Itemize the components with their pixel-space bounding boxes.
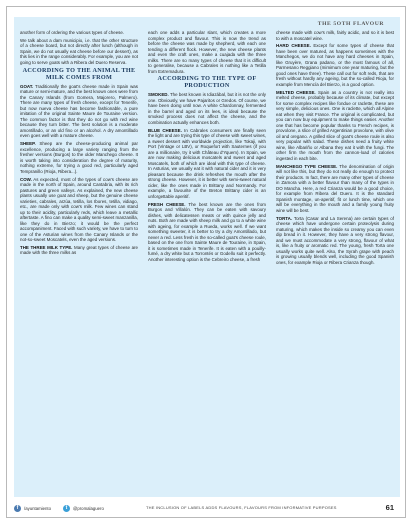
paragraph-hard xyxy=(276,43,394,87)
magazine-page xyxy=(6,6,406,518)
text-fresh: The best known are the ones from Burgos and Villalón. They can be eaten with savoury dishes, with delicatessen meats or with quince jelly and nuts. Both are made with sheep milk and go to a white wine with ageing, for example a Rueda, works well. If we want something sweeter, it is better to try a dry Amontillado, but never a red. Less fresh is the so-called goat's cheese roule, based on the one from Sainte Maure de Touraine, in Spain, it is sometimes made in Tenerife. It is eaten with a pouilly-fumé, a dry white but a Torrontés or Godello suit it perfectly. Another interesting option is the Cebreiro cheese, a fresh xyxy=(148,201,266,262)
section-heading-production: ACCORDING TO THE TYPE OF PRODUCTION xyxy=(157,75,257,90)
running-header: THE 5OTH FLAVOUR xyxy=(317,21,384,27)
paragraph: cheese made with cow's milk, fairly acidic, and so it is best to with a moscatel wine. xyxy=(276,30,394,41)
text-goat: Traditionally the goat's cheese made in Spain was mature or semi-mature, and the best known ones were from the Canary Islands (from Gomera, Majorero, Palmero). There are many types of fresh cheese, except for Tenerife, but now nueva cheese has become fashionable, a pure imitation of the original Sainte Maure de Touraine version. The common factor is that they do not go with red wine because they turn bitter. The best solution is a moderate amontillado, or an old fino or an alcohol. A dry amontillado even goes well with a mature cheese. xyxy=(20,83,138,139)
term-fresh: FRESH CHEESE. xyxy=(148,201,186,207)
term-smoked: SMOKED. xyxy=(148,92,169,98)
text-hard: Except for some types of cheese that have been over matured, as happens sometimes with the Manchegos, we do not have any hard cheeses in Spain, like Gruyère, Grana padano, or the most famous of all, Parmesano Reggiano (mimimum one year maturing, but the good ones have three). These call out for soft reds, that are fresh without hardly any ageing, but the so-called Rioja, for example from Mencía del Bierzo, is a good option. xyxy=(276,43,394,87)
paragraph-three-milk xyxy=(20,245,138,256)
page-number: 61 xyxy=(385,503,394,512)
paragraph: each one adds a particular slant, which creates a more complex product and flavour. This is now the trend as before the cheese was made by shepherd, with each one tending a different flock. However, the new cheese plants and even the craft ones, make a cuajada with the three milks. There are so many types of cheese that it is difficult to generalise, because a Cabrales is nothing like a Tetilla from Extremadura. xyxy=(148,30,266,74)
twitter-icon: t xyxy=(63,505,70,512)
text-cow: As expected, most of the types of cow's cheese are made in the north of Spain, around Cantabria, with its rich pastures and green valleys. As explained, the new cheese plants usually use goat and sheep, but the genuine cheese varieties, cabrales, arzúa, tetilla, los Ibores, tetilla, vidiago, etc., are made only with cow's milk. Few wines can stand up to their acidity, particularly reds, which leave a metallic aftertaste. A fino can make a quality semi-sweet manzanilla, like they do in Bierzo; it would be the perfect accompaniment. Faced with such variety, we have to turn to one of the Asturian wines from the Canary Islands or the not-so-sweet Moscatels, even the aged versions. xyxy=(20,176,138,243)
text-torta: Torta (Casar and La Serena) are certain types of cheese which have undergone certain proteolysis during maturing, which makes the inside so creamy you can even dip bread in it. However, they have a very strong flavour, and we must accommodate a very strong, flavour of what is, like a fruity or aromatic red. The young, fresh Torta one usually works quite well. Also, the Syrah grape with peach is growing usually blends well, including the good Spanish ones, for example Rioja or Ribera Crianza though. xyxy=(276,215,394,265)
paragraph-torta xyxy=(276,216,394,266)
text-three-milk: Many great types of cheese are made with the three milks as xyxy=(20,244,138,256)
section-heading-animal: ACCORDING TO THE ANIMAL THE MILK COMES FROM xyxy=(22,66,136,81)
paragraph: We talk about a dam municipio, i.e. that the other structure of a cheese board, but not directly after lunch (although in Spain, we do not usually eat cheese before our dessert), as this lies in the range considerably. For example, you are not going to serve goats with a Ribera del Duero Reserva. xyxy=(20,37,138,65)
term-goat: GOAT. xyxy=(20,83,34,89)
paragraph-goat xyxy=(20,84,138,139)
column-1 xyxy=(20,30,138,258)
column-3 xyxy=(276,30,394,267)
paragraph-cow xyxy=(20,177,138,243)
facebook-icon: f xyxy=(14,505,21,512)
term-hard: HARD CHEESE. xyxy=(276,43,311,49)
paragraph-manchego xyxy=(276,164,394,214)
social-facebook[interactable] xyxy=(14,505,51,512)
social-twitter[interactable] xyxy=(63,505,104,512)
term-torta: TORTA. xyxy=(276,215,293,221)
footer-note: THE INCLUSION OF LABELS ADDS FLAVOURS, FLAVOURS FROM INFORMATIVE PURPOSES xyxy=(146,505,337,510)
paragraph-blue xyxy=(148,128,266,200)
paragraph-melted xyxy=(276,90,394,162)
term-blue: BLUE CHEESE. xyxy=(148,127,182,133)
term-cow: COW. xyxy=(20,176,32,182)
term-sheep: SHEEP. xyxy=(20,141,36,147)
paragraph-fresh xyxy=(148,202,266,263)
paragraph: another form of ordering the various types of cheese. xyxy=(20,30,125,35)
term-three-milk: THE THREE MILK TYPE. xyxy=(20,244,73,250)
column-2 xyxy=(148,30,266,265)
text-sheep: Sheep are the cheese-producing animal par excellence, producing a large variety ranging from the fresher versions (Burgos) to the older Manchego cheese. It is worth taking into consideration the degree of maturity, nothing extreme, for trying a good red, particularly aged Tempranillo (Rioja, Ribera...). xyxy=(20,141,138,174)
text-manchego: The denomination of origin will not like this, but they do not really do enough to protect their products. In fact, there are many other types of cheese in Zamora with a better flavour than many of the types in DO Mancha. Here, a red Crianza would be a good choice, for example from Ribera del Duero. It is the standard Spanish montage, un-aperitif, fit or lunch time, which one will be everything in the mouth and a family young fruity wine will be best. xyxy=(276,163,394,213)
facebook-handle[interactable]: /ayuntamiento xyxy=(24,505,51,511)
text-melted: Spain as a country is not really into melted cheese, probably because of its climate, but except for some complex recipes like fondue or raclette, these are very simple, delicious ones. One is raclette, which all Alpine eat when they visit France. The original is complicated, but you can now buy equipment to make things easier. Another one that has become popular thanks to French recipes, is provolone, a slice of grilled Argentinian provolone, with olive oil and oregano. A grilled slice of goat's cheese roule is also very popular with salad. These dishes need a fruity white wine, like Albariño or Albana they eat it with the fungi. The other firm the mouth from the cannon-load of calories ingested in each bite. xyxy=(276,89,395,161)
page-footer xyxy=(14,501,400,515)
twitter-handle[interactable]: @promalaguero xyxy=(73,505,104,511)
paragraph-sheep xyxy=(20,141,138,174)
text-smoked: The best known is Idiazábal, but it is not the only one. Obviously, we have Pajaritos or Gredos. Of course, we have been doing until now. A white Chardonnay, fermented in the barrel and aged on its lees, is ideal because the smoked process does not affect the cheese, and the combination actually enhances both. xyxy=(148,92,266,125)
term-melted: MELTED CHEESE. xyxy=(276,89,316,95)
paragraph-smoked xyxy=(148,92,266,125)
content-panel xyxy=(14,17,400,497)
article-columns xyxy=(20,30,394,494)
text-blue: In Cabrales consumers are finally seen the light and are trying this type of cheese with sweet wines, a sweet dessert with worldwide projection, like Tokaji, with Port (Vintage or LBV), or Roquefort with Sauternes (if you are a millionaire, try it with Château d'Yquem). In Spain, we are now making delicious moscatels and sweet and aged Moscatels, both of which are ideal with this type of cheese. In Asturias, we usually eat it with natural cider and it is very pleasant because the drink refreshes the mouth after the strong cheese. However, it is better with semi-sweet natural cider, like the ones made in Brittany and Normandy. For example, a favourite of the Breton Brittany cider is an unforgettable aperitif. xyxy=(148,127,267,199)
term-manchego: MANCHEGO TYPE CHEESE. xyxy=(276,163,338,169)
